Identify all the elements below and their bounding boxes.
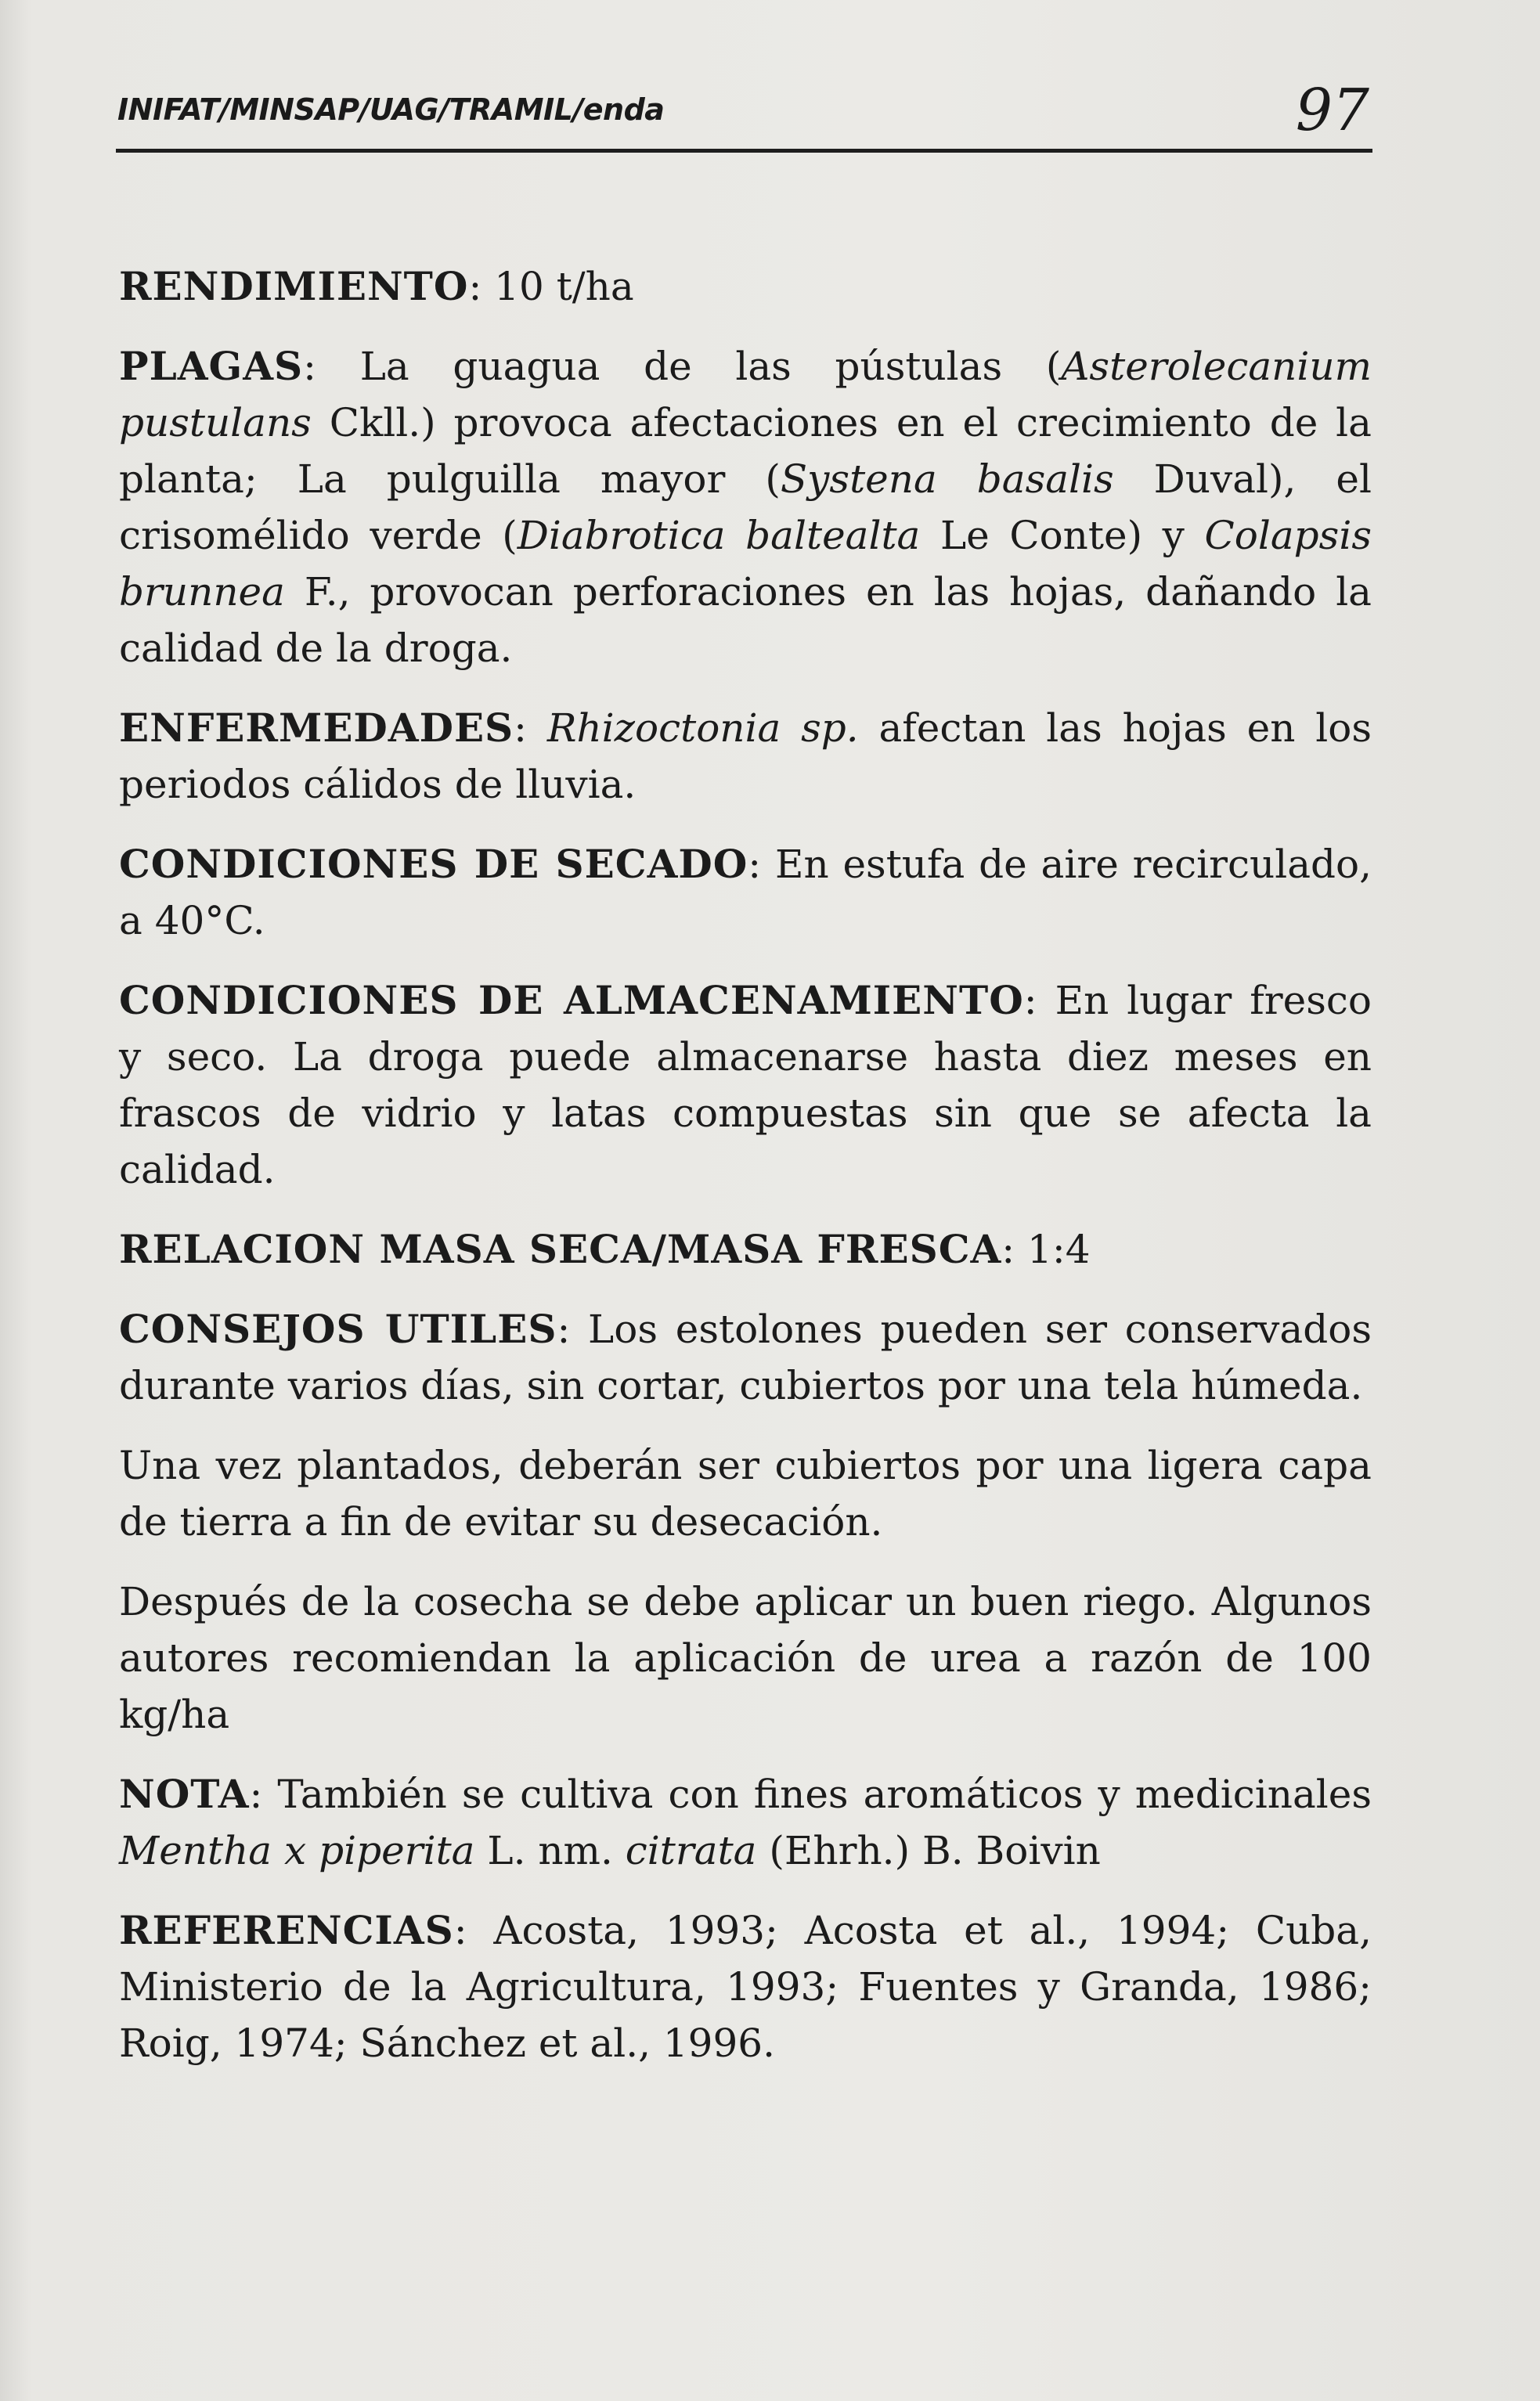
text-rendimiento: 10 t/ha <box>494 264 634 309</box>
text-nota-2: L. nm. <box>474 1828 626 1873</box>
text-plagas-5: F., provocan perforaciones en las hojas, dañando la calidad de la droga. <box>119 569 1372 671</box>
text-secado: En estufa de aire recirculado, a 40°C. <box>119 842 1372 943</box>
text-plagas-2: Ckll.) provoca afectaciones en el crecimiento de la planta; La pulguilla mayor ( <box>119 400 1372 502</box>
heading-almacenamiento: CONDICIONES DE ALMACENAMIENTO <box>119 977 1024 1023</box>
text-nota-1: También se cultiva con fines aromáticos y medicinales <box>277 1772 1372 1817</box>
text-relacion: 1:4 <box>1027 1227 1091 1272</box>
species-asterolecanium: Asterolecanium pustulans <box>119 344 1372 445</box>
heading-consejos: CONSEJOS UTILES <box>119 1306 557 1352</box>
section-rendimiento: RENDIMIENTO: 10 t/ha <box>119 263 634 309</box>
heading-referencias: REFERENCIAS <box>119 1907 454 1953</box>
text-referencias: Acosta, 1993; Acosta et al., 1994; Cuba, Ministerio de la Agricultura, 1993; Fuentes y Granda, 1986; Roig, 1974; Sánchez et al., 1996. <box>119 1908 1372 2066</box>
section-relacion: RELACION MASA SECA/MASA FRESCA: 1:4 <box>119 1226 1091 1272</box>
species-mentha: Mentha x piperita <box>119 1828 475 1873</box>
text-plagas-1: La guagua de las pústulas ( <box>359 344 1062 389</box>
text-enfermedades: afectan las hojas en los periodos cálidos de lluvia. <box>119 705 1372 807</box>
species-diabrotica: Diabrotica baltealta <box>517 513 921 558</box>
body-text <box>119 258 1372 2095</box>
section-nota: NOTA: También se cultiva con fines aromáticos y medicinales Mentha x piperita L. nm. citrata (Ehrh.) B. Boivin <box>119 1771 1372 1873</box>
section-consejos: CONSEJOS UTILES: Los estolones pueden ser conservados durante varios días, sin cortar, cubiertos por una tela húmeda. <box>119 1306 1372 1408</box>
running-head: INIFAT/MINSAP/UAG/TRAMIL/enda <box>117 92 665 127</box>
section-enfermedades: ENFERMEDADES: Rhizoctonia sp. afectan las hojas en los periodos cálidos de lluvia. <box>119 705 1372 807</box>
heading-secado: CONDICIONES DE SECADO <box>119 841 748 887</box>
species-colapsis: Colapsis brunnea <box>119 513 1372 615</box>
text-almacenamiento: En lugar fresco y seco. La droga puede almacenarse hasta diez meses en frascos de vidrio y latas compuestas sin que se afecta la calidad. <box>119 978 1372 1192</box>
heading-enfermedades: ENFERMEDADES <box>119 705 514 751</box>
section-plagas: PLAGAS: La guagua de las pústulas (Asterolecanium pustulans Ckll.) provoca afectaciones en el crecimiento de la planta; La pulguilla mayor (Systena basalis Duval), el crisomélido verde (Diabrotica baltealta Le Conte) y Colapsis brunnea F., provocan perforaciones en las hojas, dañando la calidad de la droga. <box>119 343 1372 671</box>
heading-relacion: RELACION MASA SECA/MASA FRESCA <box>119 1226 1002 1272</box>
paragraph-consejos-3: Después de la cosecha se debe aplicar un buen riego. Algunos autores recomiendan la aplicación de urea a razón de 100 kg/ha <box>119 1579 1372 1737</box>
text-nota-3: (Ehrh.) B. Boivin <box>756 1828 1101 1873</box>
text-plagas-4: Le Conte) y <box>920 513 1205 558</box>
text-plagas-3: Duval), el crisomélido verde ( <box>119 456 1372 558</box>
species-systena: Systena basalis <box>780 456 1114 502</box>
page-number: 97 <box>1295 77 1369 144</box>
heading-nota: NOTA <box>119 1771 250 1817</box>
section-secado: CONDICIONES DE SECADO: En estufa de aire recirculado, a 40°C. <box>119 841 1372 943</box>
header-rule <box>116 149 1372 153</box>
paragraph-consejos-2: Una vez plantados, deberán ser cubiertos por una ligera capa de tierra a fin de evitar su desecación. <box>119 1443 1372 1545</box>
species-citrata: citrata <box>625 1828 757 1873</box>
species-rhizoctonia: Rhizoctonia sp. <box>546 705 859 751</box>
section-almacenamiento: CONDICIONES DE ALMACENAMIENTO: En lugar fresco y seco. La droga puede almacenarse hasta diez meses en frascos de vidrio y latas compuestas sin que se afecta la calidad. <box>119 977 1372 1192</box>
section-referencias: REFERENCIAS: Acosta, 1993; Acosta et al., 1994; Cuba, Ministerio de la Agricultura, 1993; Fuentes y Granda, 1986; Roig, 1974; Sánchez et al., 1996. <box>119 1907 1372 2066</box>
text-consejos: Los estolones pueden ser conservados durante varios días, sin cortar, cubiertos por una tela húmeda. <box>119 1307 1372 1408</box>
heading-rendimiento: RENDIMIENTO <box>119 263 469 309</box>
heading-plagas: PLAGAS <box>119 343 304 389</box>
